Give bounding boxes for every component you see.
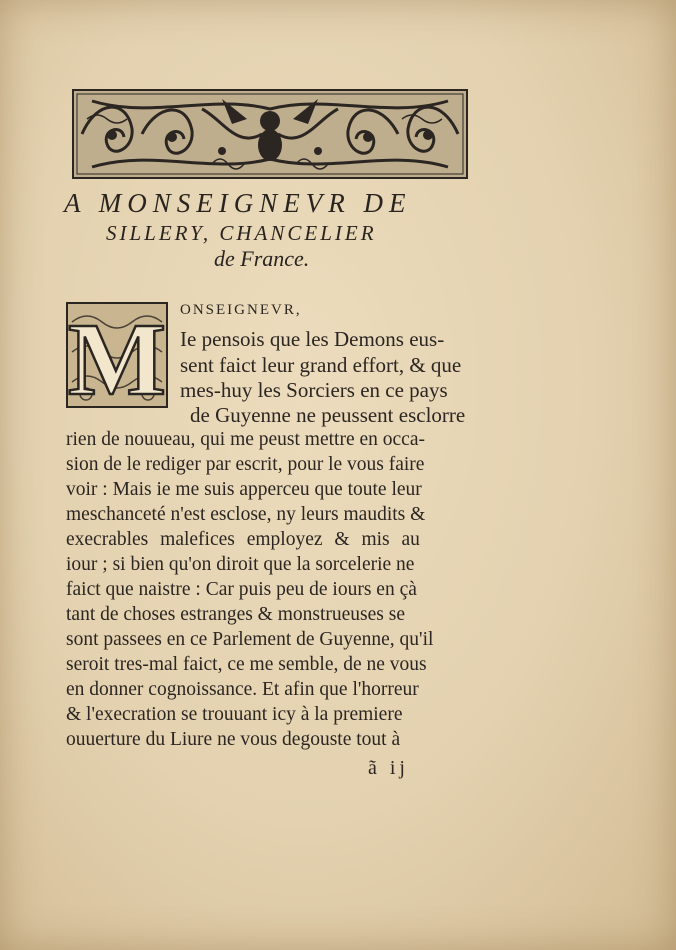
body-line: faict que naistre : Car puis peu de iours en çà — [66, 579, 417, 600]
body-line: iour ; si bien qu'on diroit que la sorcelerie ne — [66, 554, 415, 575]
body-line: ouuerture du Liure ne vous degouste tout à — [66, 729, 401, 750]
heading-line-3: de France. — [214, 246, 310, 271]
body-line: rien de nouueau, qui me peust mettre en occa- — [66, 429, 425, 450]
body-line: voir : Mais ie me suis apperceu que toute leur — [66, 479, 422, 500]
dropcap-letter: M — [67, 302, 167, 408]
body-line: sont passees en ce Parlement de Guyenne, qu'il — [66, 629, 434, 650]
body-line: Ie pensois que les Demons eus- — [180, 327, 445, 351]
body-line: execrables malefices employez & mis au — [66, 529, 420, 550]
body-line: tant de choses estranges & monstrueuses se — [66, 604, 406, 625]
body-line: seroit tres-mal faict, ce me semble, de ne vous — [66, 654, 427, 675]
body-line: & l'execration se trouuant icy à la premiere — [66, 704, 403, 725]
decorated-initial-M — [66, 302, 168, 408]
salutation: ONSEIGNEVR, — [180, 302, 302, 318]
signature-mark: ã ij — [368, 757, 409, 779]
heading-line-1: A MONSEIGNEVR DE — [64, 188, 412, 218]
body-line: meschanceté n'est esclose, ny leurs maudits & — [66, 504, 426, 525]
body-line: mes-huy les Sorciers en ce pays — [180, 378, 448, 402]
body-line: sent faict leur grand effort, & que — [180, 353, 462, 377]
heading-line-2: SILLERY, CHANCELIER — [106, 221, 377, 245]
body-line: sion de le rediger par escrit, pour le vous faire — [66, 454, 425, 475]
body-line: de Guyenne ne peussent esclorre — [190, 403, 466, 427]
decorative-headpiece-ornament — [72, 89, 468, 179]
body-line: en donner cognoissance. Et afin que l'horreur — [66, 679, 419, 700]
dedication-heading — [60, 188, 490, 272]
